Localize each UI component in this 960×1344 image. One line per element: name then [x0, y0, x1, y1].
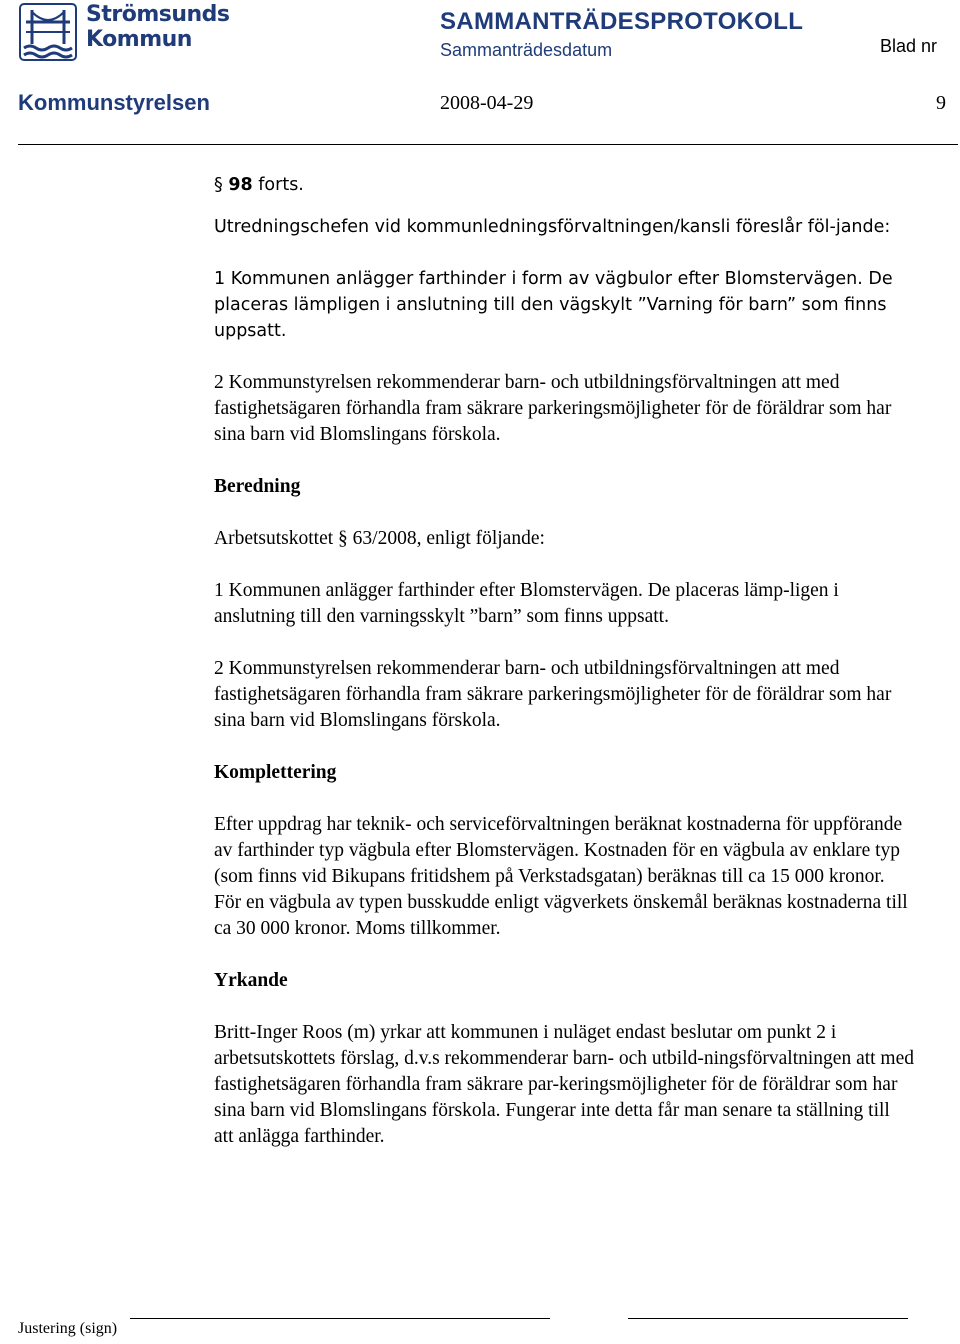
page-number: 9	[936, 92, 946, 114]
page-header	[0, 0, 960, 150]
heading-komplettering: Komplettering	[214, 762, 337, 783]
heading-yrkande: Yrkande	[214, 970, 288, 991]
yrkande-text: Britt-Inger Roos (m) yrkar att kommunen i nuläget endast beslutar om punkt 2 i arbetsutskottets förslag, d.v.s rekommenderar barn- och utbild-ningsförvaltningen att med fastighetsägaren förhandla fram säkrare par-keringsmöjligheter för de föräldrar som har sina barn vid Blomslingans förskola. Fungerar inte detta får man senare ta ställning till att anlägga farthinder.	[214, 1022, 915, 1147]
meeting-date-label: Sammanträdesdatum	[440, 40, 613, 60]
beredning-ref-symbol: §	[338, 528, 348, 549]
heading-beredning: Beredning	[214, 476, 301, 497]
intro-lead: Utredningschefen vid kommunledningsförvaltningen/kansli föreslår föl-jande:	[214, 217, 891, 237]
section-suffix: forts.	[258, 175, 304, 195]
municipality-logo	[18, 2, 230, 62]
logo-text-line2: Kommun	[86, 27, 192, 52]
bridge-emblem-icon	[18, 2, 78, 62]
page-number-label: Blad nr	[880, 36, 938, 56]
signature-line-1	[130, 1318, 550, 1319]
signature-line-2	[628, 1318, 908, 1319]
beredning-item-1: 1 Kommunen anlägger farthinder efter Blomstervägen. De placeras lämp-ligen i anslutning till den varningsskylt ”barn” som finns uppsatt.	[214, 580, 839, 627]
document-body	[214, 172, 914, 1176]
beredning-item-2: 2 Kommunstyrelsen rekommenderar barn- och utbildningsförvaltningen att med fastighetsägaren förhandla fram säkrare parkeringsmöjligheter för de föräldrar som har sina barn vid Blomslingans förskola.	[214, 658, 892, 731]
beredning-ref-before: Arbetsutskottet	[214, 528, 334, 549]
meeting-date: 2008-04-29	[440, 92, 534, 114]
intro-item-1: 1 Kommunen anlägger farthinder i form av vägbulor efter Blomstervägen. De placeras lämpligen i anslutning till den vägskylt ”Varning för barn” som finns uppsatt.	[214, 269, 893, 341]
intro-item-2: 2 Kommunstyrelsen rekommenderar barn- och utbildningsförvaltningen att med fastighetsägaren förhandla fram säkrare parkeringsmöjligheter för de föräldrar som har sina barn vid Blomslingans förskola.	[214, 372, 892, 445]
signature-label: Justering (sign)	[18, 1320, 118, 1337]
section-symbol: §	[214, 175, 223, 195]
beredning-ref-after: 63/2008, enligt följande:	[352, 528, 545, 549]
beredning-reference	[214, 526, 914, 552]
logo-text-line1: Strömsunds	[86, 2, 230, 27]
komplettering-text: Efter uppdrag har teknik- och serviceförvaltningen beräknat kostnaderna för uppförande av farthinder typ vägbula efter Blomstervägen. Kostnaden för en vägbula av enklare typ (som finns vid Bikupans fritidshem på Verkstadsgatan) beräknas till ca 15 000 kronor. För en vägbula av typen busskudde enligt vägverkets önskemål beräknas kostnaderna till ca 30 000 kronor. Moms tillkommer.	[214, 814, 908, 939]
document-title: SAMMANTRÄDESPROTOKOLL	[440, 8, 804, 35]
organization-name: Kommunstyrelsen	[18, 90, 210, 115]
section-number	[214, 172, 914, 198]
header-divider	[18, 144, 958, 145]
section-number-value: 98	[228, 175, 253, 195]
